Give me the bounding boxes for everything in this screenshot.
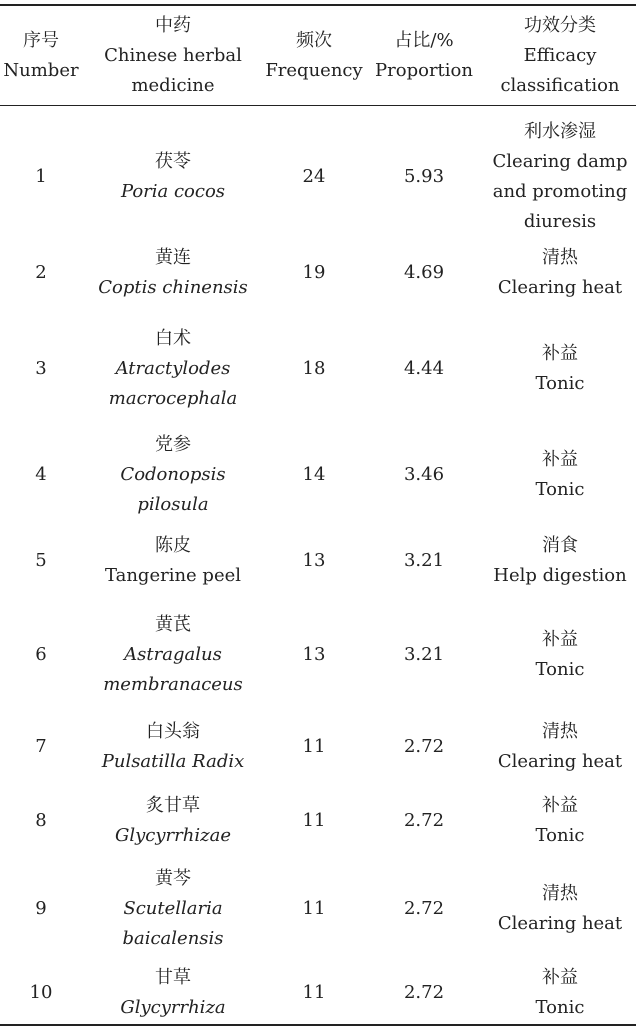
medicine-cell xyxy=(82,531,264,591)
medicine-latin-name: membranaceus xyxy=(103,674,243,695)
row-number-cell xyxy=(0,806,82,836)
medicine-chinese-name: 白术 xyxy=(155,328,191,349)
table-row xyxy=(0,957,636,1029)
efficacy-label: 消食 xyxy=(542,535,578,556)
row-number: 9 xyxy=(35,898,47,919)
proportion-value: 3.46 xyxy=(403,464,445,485)
proportion-cell xyxy=(364,460,484,490)
efficacy-label: 清热 xyxy=(542,721,578,742)
row-number: 2 xyxy=(35,261,47,283)
frequency-cell xyxy=(264,354,364,384)
frequency-cell xyxy=(264,546,364,576)
proportion-cell xyxy=(364,354,484,384)
row-number-cell xyxy=(0,978,82,1008)
header-rule xyxy=(0,105,636,106)
frequency-cell xyxy=(264,258,364,288)
table-header xyxy=(0,8,636,104)
table-row xyxy=(0,429,636,521)
medicine-chinese-name: 陈皮 xyxy=(155,535,191,556)
row-number: 3 xyxy=(35,358,47,379)
efficacy-label: Clearing heat xyxy=(497,751,623,772)
frequency-value: 13 xyxy=(302,644,326,665)
frequency-cell xyxy=(264,640,364,670)
efficacy-cell xyxy=(484,879,636,939)
medicine-cell xyxy=(82,791,264,851)
efficacy-cell xyxy=(484,445,636,505)
frequency-cell xyxy=(264,894,364,924)
table-row xyxy=(0,233,636,312)
efficacy-label: 补益 xyxy=(542,967,578,988)
proportion-value: 2.72 xyxy=(403,736,445,757)
frequency-cell xyxy=(264,460,364,490)
proportion-cell xyxy=(364,162,484,192)
frequency-value: 11 xyxy=(302,898,326,919)
proportion-value: 5.93 xyxy=(403,165,445,187)
efficacy-label: Tonic xyxy=(535,997,585,1018)
medicine-latin-name: baicalensis xyxy=(122,928,224,949)
efficacy-label: 清热 xyxy=(542,246,578,268)
row-number-cell xyxy=(0,640,82,670)
efficacy-cell xyxy=(484,625,636,685)
row-number: 6 xyxy=(35,644,47,665)
efficacy-label: 清热 xyxy=(542,883,578,904)
medicine-cell xyxy=(82,324,264,414)
medicine-latin-name: Scutellaria xyxy=(123,898,223,919)
efficacy-cell xyxy=(484,791,636,851)
efficacy-cell xyxy=(484,339,636,399)
medicine-cell xyxy=(82,430,264,520)
efficacy-cell xyxy=(484,243,636,303)
medicine-latin-name: Atractylodes xyxy=(115,358,231,379)
proportion-cell xyxy=(364,640,484,670)
header-medicine xyxy=(82,11,264,101)
header-medicine-en-1: Chinese herbal xyxy=(104,45,242,66)
efficacy-cell xyxy=(484,117,636,237)
efficacy-label: 补益 xyxy=(542,449,578,470)
header-proportion xyxy=(364,26,484,86)
row-number-cell xyxy=(0,460,82,490)
table-row xyxy=(0,863,636,955)
proportion-value: 2.72 xyxy=(403,809,445,831)
medicine-latin-name: Poria cocos xyxy=(120,180,226,202)
efficacy-label: Tonic xyxy=(535,659,585,680)
efficacy-label: diuresis xyxy=(523,210,597,232)
row-number: 8 xyxy=(35,809,47,831)
frequency-value: 13 xyxy=(302,550,326,571)
row-number: 4 xyxy=(35,464,47,485)
medicine-latin-name: Glycyrrhiza xyxy=(120,997,226,1018)
proportion-value: 3.21 xyxy=(403,644,445,665)
frequency-cell xyxy=(264,162,364,192)
header-frequency-cn: 频次 xyxy=(296,30,332,51)
proportion-value: 4.69 xyxy=(403,261,445,283)
proportion-cell xyxy=(364,732,484,762)
table-row xyxy=(0,521,636,601)
efficacy-label: Clearing damp xyxy=(492,150,628,172)
medicine-cell xyxy=(82,610,264,700)
header-proportion-cn: 占比/% xyxy=(394,30,454,51)
efficacy-label: 利水渗湿 xyxy=(524,120,596,142)
medicine-latin-name: Codonopsis xyxy=(120,464,226,485)
proportion-cell xyxy=(364,894,484,924)
medicine-chinese-name: 党参 xyxy=(155,434,191,455)
efficacy-cell xyxy=(484,531,636,591)
frequency-value: 24 xyxy=(302,165,326,187)
header-number xyxy=(0,26,82,86)
medicine-chinese-name: 黄芩 xyxy=(155,868,191,889)
row-number-cell xyxy=(0,894,82,924)
frequency-value: 18 xyxy=(302,358,326,379)
medicine-chinese-name: 黄连 xyxy=(155,246,191,268)
table-row xyxy=(0,609,636,701)
medicine-latin-name: Glycyrrhizae xyxy=(115,824,231,846)
efficacy-label: 补益 xyxy=(542,794,578,816)
row-number: 7 xyxy=(35,736,47,757)
efficacy-label: Tonic xyxy=(535,373,585,394)
efficacy-label: Clearing heat xyxy=(497,913,623,934)
row-number: 10 xyxy=(29,982,53,1003)
header-number-en: Number xyxy=(3,60,79,81)
row-number-cell xyxy=(0,258,82,288)
medicine-chinese-name: 茯苓 xyxy=(155,150,191,172)
table-row xyxy=(0,781,636,860)
top-rule xyxy=(0,4,636,6)
row-number-cell xyxy=(0,546,82,576)
efficacy-label: Clearing heat xyxy=(497,276,623,298)
efficacy-label: Help digestion xyxy=(493,565,627,586)
medicine-cell xyxy=(82,963,264,1023)
medicine-latin-name: Pulsatilla Radix xyxy=(101,751,245,772)
header-efficacy-en-2: classification xyxy=(500,75,620,96)
frequency-value: 19 xyxy=(302,261,326,283)
frequency-cell xyxy=(264,978,364,1008)
medicine-chinese-name: 甘草 xyxy=(155,967,191,988)
table-row xyxy=(0,710,636,784)
efficacy-cell xyxy=(484,717,636,777)
medicine-cell xyxy=(82,243,264,303)
frequency-cell xyxy=(264,732,364,762)
row-number: 5 xyxy=(35,550,47,571)
header-medicine-cn: 中药 xyxy=(155,15,191,36)
header-frequency-en: Frequency xyxy=(265,60,363,81)
frequency-value: 11 xyxy=(302,982,326,1003)
proportion-value: 2.72 xyxy=(403,982,445,1003)
efficacy-cell xyxy=(484,963,636,1023)
proportion-cell xyxy=(364,806,484,836)
header-frequency xyxy=(264,26,364,86)
header-number-cn: 序号 xyxy=(23,30,59,51)
table-row xyxy=(0,323,636,415)
row-number: 1 xyxy=(35,165,47,187)
medicine-latin-name: pilosula xyxy=(137,494,209,515)
efficacy-label: Tonic xyxy=(535,479,585,500)
header-medicine-en-2: medicine xyxy=(131,75,215,96)
row-number-cell xyxy=(0,732,82,762)
proportion-value: 2.72 xyxy=(403,898,445,919)
efficacy-label: 补益 xyxy=(542,629,578,650)
frequency-value: 14 xyxy=(302,464,326,485)
medicine-cell xyxy=(82,864,264,954)
header-efficacy-cn: 功效分类 xyxy=(524,15,596,36)
row-number-cell xyxy=(0,162,82,192)
efficacy-label: Tonic xyxy=(535,824,585,846)
medicine-cell xyxy=(82,717,264,777)
header-proportion-en: Proportion xyxy=(375,60,473,81)
proportion-value: 3.21 xyxy=(403,550,445,571)
proportion-cell xyxy=(364,978,484,1008)
medicine-cell xyxy=(82,147,264,207)
header-efficacy xyxy=(484,11,636,101)
proportion-value: 4.44 xyxy=(403,358,445,379)
proportion-cell xyxy=(364,258,484,288)
efficacy-label: 补益 xyxy=(542,343,578,364)
header-efficacy-en-1: Efficacy xyxy=(523,45,597,66)
efficacy-label: and promoting xyxy=(492,180,628,202)
table-row xyxy=(0,116,636,237)
frequency-cell xyxy=(264,806,364,836)
medicine-chinese-name: 黄芪 xyxy=(155,614,191,635)
medicine-chinese-name: 白头翁 xyxy=(146,721,200,742)
medicine-latin-name: Tangerine peel xyxy=(104,565,242,586)
frequency-value: 11 xyxy=(302,736,326,757)
medicine-latin-name: Coptis chinensis xyxy=(98,276,248,298)
frequency-value: 11 xyxy=(302,809,326,831)
medicine-latin-name: macrocephala xyxy=(108,388,238,409)
row-number-cell xyxy=(0,354,82,384)
proportion-cell xyxy=(364,546,484,576)
medicine-chinese-name: 炙甘草 xyxy=(146,794,200,816)
medicine-latin-name: Astragalus xyxy=(124,644,222,665)
